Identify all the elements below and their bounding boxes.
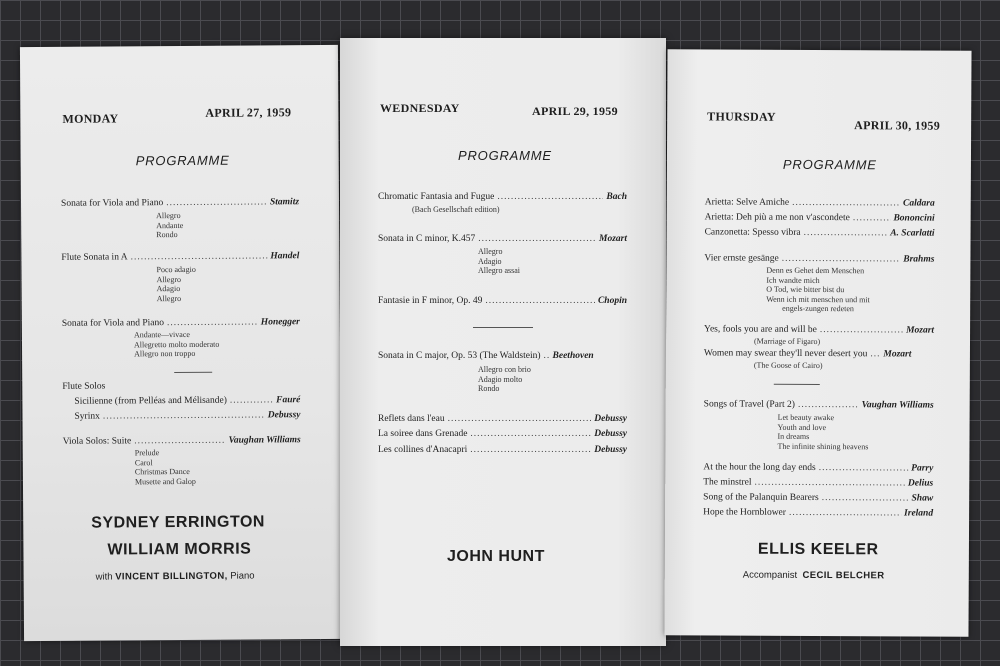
wednesday-item-4-movements [478, 365, 531, 394]
performer-name: JOHN HUNT [447, 548, 545, 565]
piece-title: Arietta: Selve Amiche [704, 197, 790, 208]
mozart-2-note: (The Goose of Cairo) [753, 360, 823, 371]
mozart-1-note: (Marriage of Figaro) [753, 336, 821, 347]
piece-title: Sicilienne (from Pelléas and Mélisande) [74, 395, 227, 407]
movement: In dreams [777, 431, 810, 441]
movement: Denn es Gehet dem Menschen [766, 265, 865, 276]
wednesday-day: WEDNESDAY [380, 101, 460, 115]
monday-item-3 [62, 317, 300, 329]
piece-title: Syrinx [74, 411, 100, 422]
movement: Andante [156, 220, 184, 230]
songs-of-travel-movements [777, 413, 868, 451]
movement: Rondo [156, 230, 178, 240]
debussy-2 [378, 429, 627, 439]
song-4 [703, 507, 933, 518]
movement: Musette and Galop [134, 476, 196, 486]
accompanist-name: CECIL BELCHER [802, 569, 885, 582]
movement: Poco adagio [156, 264, 196, 275]
movement: Let beauty awake [777, 412, 835, 423]
song-2 [703, 477, 933, 488]
accompanist-name: VINCENT BILLINGTON, [115, 570, 228, 583]
piece-title: Fantasie in F minor, Op. 49 [378, 296, 483, 306]
piece-title: Les collines d'Anacapri [378, 445, 468, 455]
brahms-item [704, 253, 934, 264]
movement: Christmas Dance [134, 466, 190, 477]
movement: Rondo [478, 384, 500, 393]
piece-title: Sonata in C minor, K.457 [378, 234, 476, 244]
composer: Debussy [594, 429, 627, 439]
accompanist-line [96, 570, 255, 582]
debussy-3 [378, 445, 627, 455]
movement: Allegro con brio [478, 365, 531, 374]
movement: Adagio [156, 284, 181, 294]
thursday-date: APRIL 30, 1959 [854, 118, 941, 133]
movement: engels-zungen redeten [782, 303, 854, 314]
piece-title: Canzonetta: Spesso vibra [704, 227, 801, 238]
divider [473, 327, 533, 328]
brahms-movements [766, 266, 870, 314]
movement: Allegro [478, 247, 503, 256]
wednesday-programme-heading: PROGRAMME [458, 148, 552, 163]
wednesday-item-4 [378, 351, 627, 361]
movement: Ich wandte mich [766, 275, 820, 285]
piece-title: Viola Solos: Suite [62, 436, 132, 447]
wednesday-item-2-movements [478, 247, 520, 276]
movement: Adagio [478, 256, 502, 266]
composer: Bach [606, 192, 627, 202]
wednesday-item-1 [378, 192, 627, 202]
viola-solos-movements [135, 448, 196, 486]
monday-item-2-movements [156, 265, 196, 303]
aria-3 [705, 227, 935, 238]
composer: Caldara [903, 198, 935, 209]
composer: Honegger [260, 317, 300, 328]
wednesday-item-2 [378, 234, 627, 244]
composer: A. Scarlatti [890, 228, 935, 239]
composer: Debussy [267, 410, 301, 421]
composer: Bononcini [893, 213, 935, 224]
with-label: with [95, 571, 113, 583]
composer: Stamitz [269, 197, 300, 208]
movement: Allegro assai [478, 266, 520, 275]
debussy-1 [378, 414, 627, 424]
movement: Carol [134, 457, 153, 467]
piece-title: Hope the Hornblower [703, 507, 786, 518]
composer: Mozart [599, 234, 627, 244]
piece-title: Songs of Travel (Part 2) [703, 399, 796, 410]
composer: Mozart [906, 325, 935, 336]
composer: Debussy [594, 414, 627, 424]
divider [174, 372, 212, 373]
movement: Allegro [156, 211, 181, 221]
movement: Allegro [156, 293, 182, 303]
monday-panel [20, 45, 342, 641]
piece-title: Sonata for Viola and Piano [60, 198, 164, 209]
monday-item-1-movements [156, 211, 183, 240]
composer: Parry [911, 463, 934, 474]
piece-title: Arietta: Deh più a me non v'ascondete [704, 212, 850, 224]
piece-title: Reflets dans l'eau [378, 414, 445, 424]
aria-2 [705, 212, 935, 223]
composer: Shaw [911, 493, 934, 504]
composer: Mozart [883, 349, 912, 360]
accompanist-label: Accompanist [742, 569, 798, 581]
movement: Allegro non troppo [134, 348, 196, 359]
movement: O Tod, wie bitter bist du [766, 284, 845, 295]
viola-solos [63, 435, 301, 447]
piece-title: Yes, fools you are and will be [704, 324, 817, 335]
divider [774, 384, 820, 385]
composer: Fauré [276, 395, 301, 406]
song-3 [703, 492, 933, 503]
performer-name: SYDNEY ERRINGTON [91, 513, 265, 532]
movement: Allegretto molto moderato [133, 339, 220, 349]
flute-solo-1 [74, 395, 300, 407]
monday-date: APRIL 27, 1959 [205, 105, 292, 120]
composer: Ireland [904, 508, 934, 519]
monday-item-3-movements [134, 330, 220, 359]
piece-title: Song of the Palanquin Bearers [703, 492, 819, 504]
composer: Vaughan Williams [228, 435, 301, 446]
edition-note: (Bach Gesellschaft edition) [412, 205, 500, 214]
accompanist-line [743, 570, 885, 582]
movement: Allegro [156, 274, 182, 284]
performer-name: ELLIS KEELER [757, 540, 879, 559]
mozart-2 [704, 348, 934, 359]
movement: Adagio molto [478, 374, 523, 384]
thursday-day: THURSDAY [707, 109, 776, 124]
monday-day: MONDAY [62, 111, 119, 126]
piece-title: Women may swear they'll never desert you [703, 348, 868, 360]
wednesday-panel [340, 38, 666, 646]
composer: Delius [907, 478, 934, 489]
monday-item-2 [61, 251, 299, 263]
song-1 [703, 462, 933, 473]
flute-solos-label: Flute Solos [62, 381, 106, 392]
performer-name: WILLIAM MORRIS [107, 540, 252, 559]
piece-title: Chromatic Fantasia and Fugue [378, 192, 495, 202]
flute-solo-2 [74, 410, 300, 422]
movement: Wenn ich mit menschen und mit [766, 294, 870, 304]
composer: Beethoven [552, 351, 594, 361]
composer: Chopin [597, 296, 627, 306]
monday-programme-heading: PROGRAMME [135, 152, 230, 169]
wednesday-item-1-note [412, 205, 500, 215]
piece-title: Flute Sonata in A [61, 252, 128, 263]
thursday-panel [664, 49, 971, 637]
wednesday-date: APRIL 29, 1959 [532, 104, 618, 118]
piece-title: Sonata in C major, Op. 53 (The Waldstein) [378, 351, 541, 361]
composer: Debussy [594, 445, 627, 455]
piece-title: The minstrel [703, 477, 752, 488]
piece-title: Sonata for Viola and Piano [61, 318, 165, 329]
accompanist-role: Piano [230, 570, 255, 582]
monday-item-1 [61, 197, 299, 209]
piece-title: La soiree dans Grenade [378, 429, 468, 439]
movement: Youth and love [777, 422, 827, 432]
movement: Andante—vivace [133, 329, 190, 340]
piece-title: Vier ernste gesänge [704, 253, 779, 264]
composer: Brahms [903, 254, 935, 265]
composer: Handel [270, 251, 300, 262]
piece-title: At the hour the long day ends [703, 462, 816, 473]
movement: Prelude [134, 448, 160, 458]
aria-1 [705, 197, 935, 208]
wednesday-item-3 [378, 296, 627, 306]
mozart-1 [704, 324, 934, 335]
composer: Vaughan Williams [861, 400, 934, 411]
songs-of-travel [704, 399, 934, 410]
movement: The infinite shining heavens [777, 441, 869, 451]
thursday-programme-heading: PROGRAMME [782, 156, 877, 173]
